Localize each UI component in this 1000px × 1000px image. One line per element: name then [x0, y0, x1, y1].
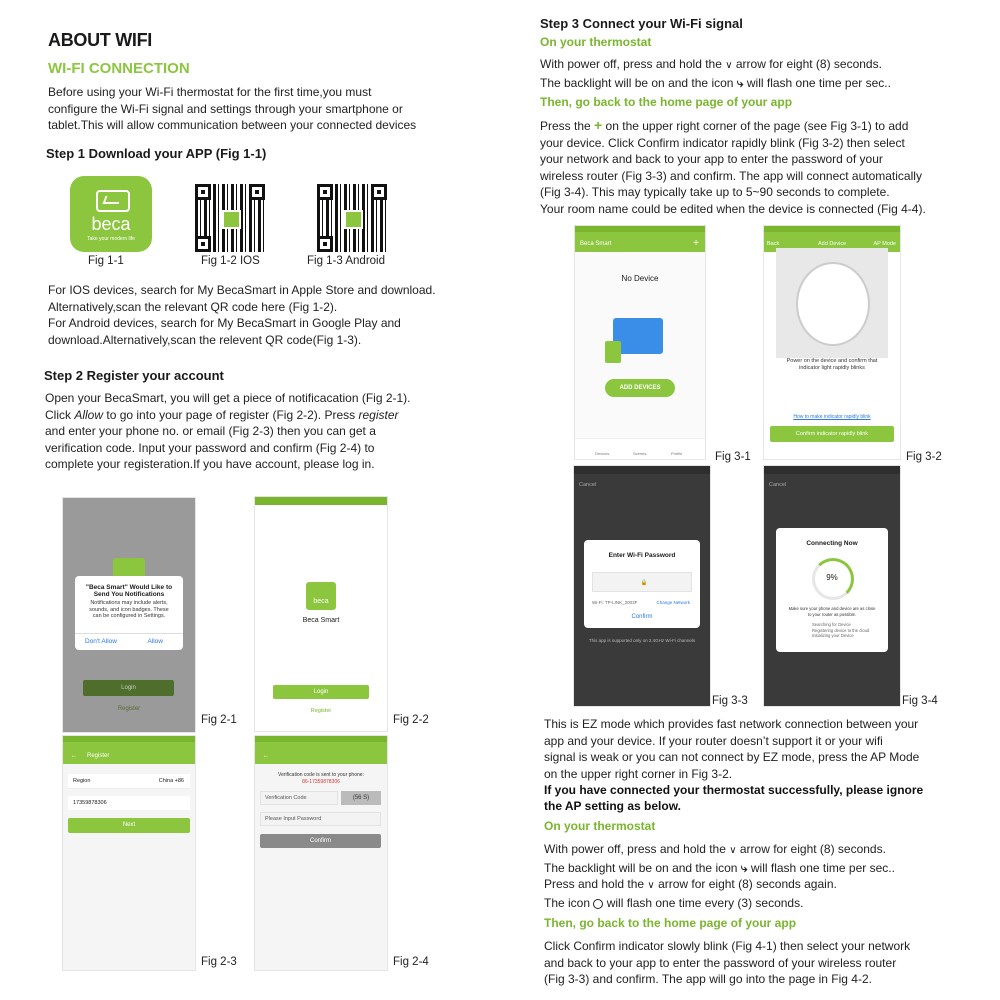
chevron-down-icon: ∨ — [729, 845, 737, 856]
tab-devices[interactable]: Devices — [595, 451, 610, 456]
confirm-blink-button[interactable]: Confirm indicator rapidly blink — [770, 426, 894, 442]
register-link[interactable]: Register — [310, 708, 332, 714]
notification-alert: "Beca Smart" Would Like to Send You Notifications Notifications may include alerts, sounds, and icon badges. These can be configured in Settings. Don't Allow Allow — [75, 576, 183, 650]
qr-code-android — [317, 184, 387, 252]
fig-caption: Fig 1-3 Android — [307, 255, 385, 267]
wifi-password-input[interactable]: 🔒 — [592, 572, 692, 592]
app-heading: Then, go back to the home page of your app — [540, 95, 793, 109]
dont-allow-button[interactable]: Don't Allow — [85, 638, 117, 645]
fig-caption: Fig 3-2 — [906, 451, 942, 463]
beca-logo-icon — [96, 190, 130, 212]
region-row[interactable]: Region China +86 — [68, 774, 190, 789]
thermostat-instructions: With power off, press and hold the ∨ arrow for eight (8) seconds. The backlight will be on and the icon ⤷ will flash one time per sec.. — [540, 57, 891, 90]
login-button[interactable]: Login — [83, 680, 174, 696]
qr-code-ios — [195, 184, 265, 252]
tab-scenes[interactable]: Scenes — [633, 451, 647, 456]
section-title: WI-FI CONNECTION — [48, 60, 190, 77]
empty-state: No Device — [621, 274, 659, 283]
page-title: ABOUT WIFI — [48, 30, 152, 50]
screenshot-fig-2-4: ← Verification code is sent to your phone: 86-17359878306 Verification Code (56 S) Please Input Password Confirm — [255, 736, 387, 970]
plus-icon[interactable]: + — [693, 238, 699, 249]
fig-caption: Fig 3-1 — [715, 451, 751, 463]
password-input[interactable]: Please Input Password — [260, 812, 381, 826]
ap-mode-button[interactable]: AP Mode — [873, 241, 896, 247]
confirm-button[interactable]: Confirm — [260, 834, 381, 848]
tab-profile[interactable]: Profile — [671, 451, 683, 456]
fig-caption: Fig 2-2 — [393, 714, 429, 726]
screenshot-fig-2-1 — [63, 498, 195, 732]
ap-mode-icon — [593, 899, 603, 909]
screenshot-fig-3-2: Back Add Device AP Mode Power on the device and confirm that indicator light rapidly blinks How to make indicator rapidly blink Confirm indicator rapidly blink — [764, 226, 900, 459]
back-button[interactable]: Back — [767, 241, 780, 247]
ez-mode-text: This is EZ mode which provides fast network connection between your app and your device. If your router doesn’t support it or your wifi signal is weak or you can not connect by EZ mode, press the AP Mode on the upper right corner in Fig 3-2. — [544, 717, 920, 781]
screenshot-fig-3-1: Beca Smart + No Device ADD DEVICES Devices Scenes Profile — [575, 226, 705, 459]
fig-caption: Fig 1-2 IOS — [201, 255, 260, 267]
next-button[interactable]: Next — [68, 818, 190, 833]
plus-icon: + — [594, 117, 603, 133]
fig-caption: Fig 2-3 — [201, 956, 237, 968]
confirm-button[interactable]: Confirm — [631, 614, 653, 620]
fig-caption: Fig 1-1 — [88, 255, 124, 267]
add-devices-button[interactable]: ADD DEVICES — [605, 379, 675, 397]
wifi-icon: ⤷ — [740, 860, 748, 875]
allow-button[interactable]: Allow — [147, 638, 163, 645]
ap-thermostat-instructions: With power off, press and hold the ∨ arrow for eight (8) seconds. The backlight will be on and the icon ⤷ will flash one time per sec.. Press and hold the ∨ arrow for eight (8) seconds again. The icon will flash one time every (3) seconds. — [544, 842, 895, 910]
login-button[interactable]: Login — [273, 685, 369, 699]
screenshot-fig-3-4 — [764, 466, 900, 706]
back-arrow-icon[interactable]: ← — [263, 753, 269, 759]
fig-caption: Fig 2-1 — [201, 714, 237, 726]
cancel-button[interactable]: Cancel — [579, 482, 597, 488]
step1-text: For IOS devices, search for My BecaSmart in Apple Store and download. Alternatively,scan the relevant QR code here (Fig 1-2). For Android devices, search for My BecaSmart in Google Play and download.Alternatively,scan the relevent QR code(Fig 1-3). — [48, 283, 436, 347]
step2-title: Step 2 Register your account — [44, 368, 224, 383]
progress-percent: 9% — [826, 573, 838, 582]
app-heading: Then, go back to the home page of your app — [544, 916, 797, 930]
app-name: Beca Smart — [302, 617, 340, 624]
thermostat-image — [776, 248, 888, 358]
help-link[interactable]: How to make indicator rapidly blink — [793, 414, 871, 420]
intro-text: Before using your Wi-Fi thermostat for the first time,you must configure the Wi-Fi signal and settings through your smartphone or tablet.This will allow communication between your connected devices — [48, 85, 417, 132]
thermostat-heading: On your thermostat — [544, 819, 656, 833]
connecting-dialog: Connecting Now 9% Make sure your phone and device are as close to your router as possible. Searching for Device Registering device to the cloud Initializing your Device — [776, 528, 888, 652]
fig-caption: Fig 3-3 — [712, 695, 748, 707]
ap-app-instructions: Click Confirm indicator slowly blink (Fig 4-1) then select your network and back to your app to enter the password of your wireless router (Fig 3-3) and confirm. The app will go into the page in Fig 4-2. — [544, 939, 911, 986]
step1-title: Step 1 Download your APP (Fig 1-1) — [46, 146, 267, 161]
fig-caption: Fig 3-4 — [902, 695, 938, 707]
resend-timer: (56 S) — [341, 791, 381, 805]
connection-steps: Searching for Device Registering device to the cloud Initializing your Device — [812, 622, 870, 638]
chevron-down-icon: ∨ — [647, 880, 655, 891]
thermostat-heading: On your thermostat — [540, 35, 652, 49]
app-icon: beca Take your modern life — [70, 176, 152, 252]
fig-caption: Fig 2-4 — [393, 956, 429, 968]
step3-title: Step 3 Connect your Wi-Fi signal — [540, 16, 743, 31]
verification-code-input[interactable]: Verification Code — [260, 791, 338, 805]
screenshot-fig-2-3: ← Register Region China +86 17359878306 Next — [63, 736, 195, 970]
ignore-ap-note: If you have connected your thermostat successfully, please ignore the AP setting as below. — [544, 783, 924, 813]
phone-input[interactable]: 17359878306 — [68, 796, 190, 810]
wifi-password-dialog: Enter Wi-Fi Password 🔒 Wi-Fi: TP-LINK_2003F Change Network Confirm — [584, 540, 700, 628]
step2-text: Open your BecaSmart, you will get a piece of notificacation (Fig 2-1). Click Allow to go into your page of register (Fig 2-2). Press register and enter your phone no. or email (Fig 2-3) then you can get a verification code. Input your password and confirm (Fig 2-4) to complete your registeration.If you have account, please log in. — [45, 391, 411, 471]
screenshot-fig-3-3: Cancel Enter Wi-Fi Password 🔒 Wi-Fi: TP-LINK_2003F Change Network Confirm This app is supported only on 2.4GHz Wi-Fi channels — [574, 466, 710, 706]
wifi-icon: ⤷ — [736, 75, 744, 90]
cancel-button[interactable]: Cancel — [769, 482, 787, 488]
app-instructions: Press the + on the upper right corner of the page (see Fig 3-1) to add your device. Click Confirm indicator rapidly blink (Fig 3-2) then select your network and back to your app to enter the password of your wireless router (Fig 3-3) and confirm. The app will connect automatically (Fig 3-4). This may typically take up to 5~90 seconds to complete. Your room name could be edited when the device is connected (Fig 4-4). — [540, 117, 926, 216]
back-arrow-icon[interactable]: ← — [71, 753, 77, 759]
beca-logo-icon: beca — [306, 582, 336, 610]
screenshot-fig-2-2 — [255, 497, 387, 731]
register-link[interactable]: Register — [117, 706, 141, 712]
chevron-down-icon: ∨ — [725, 60, 733, 71]
change-network-link[interactable]: Change Network — [656, 600, 690, 605]
